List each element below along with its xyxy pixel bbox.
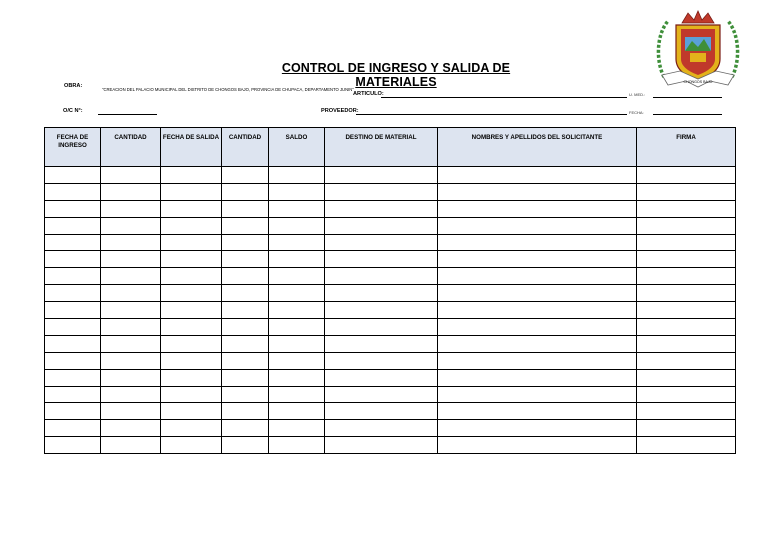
table-cell[interactable]	[269, 420, 325, 437]
table-cell[interactable]	[269, 251, 325, 268]
table-cell[interactable]	[222, 268, 269, 285]
table-cell[interactable]	[325, 335, 438, 352]
table-row	[45, 285, 736, 302]
coat-of-arms-icon	[654, 7, 742, 91]
table-cell[interactable]	[222, 352, 269, 369]
table-row	[45, 302, 736, 319]
table-cell[interactable]	[325, 285, 438, 302]
table-cell[interactable]	[637, 183, 736, 200]
page-title: CONTROL DE INGRESO Y SALIDA DE MATERIALES	[281, 61, 511, 89]
table-cell[interactable]	[222, 335, 269, 352]
table-cell[interactable]	[438, 352, 637, 369]
table-cell[interactable]	[637, 200, 736, 217]
table-cell[interactable]	[325, 386, 438, 403]
table-cell[interactable]	[45, 335, 101, 352]
table-cell[interactable]	[101, 437, 161, 454]
table-cell[interactable]	[222, 217, 269, 234]
obra-label: OBRA:	[64, 83, 83, 89]
table-cell[interactable]	[637, 352, 736, 369]
table-row	[45, 386, 736, 403]
table-cell[interactable]	[637, 369, 736, 386]
table-cell[interactable]	[269, 200, 325, 217]
table-cell[interactable]	[325, 420, 438, 437]
table-cell[interactable]	[222, 319, 269, 336]
table-cell[interactable]	[438, 183, 637, 200]
table-cell[interactable]	[45, 268, 101, 285]
materials-table	[44, 127, 736, 454]
table-cell[interactable]	[222, 167, 269, 184]
table-cell[interactable]	[161, 369, 222, 386]
column-header: CANTIDAD	[222, 128, 269, 167]
table-cell[interactable]	[45, 386, 101, 403]
table-cell[interactable]	[161, 167, 222, 184]
table-cell[interactable]	[161, 352, 222, 369]
table-row	[45, 369, 736, 386]
table-cell[interactable]	[269, 268, 325, 285]
table-cell[interactable]	[161, 335, 222, 352]
table-cell[interactable]	[101, 403, 161, 420]
table-cell[interactable]	[269, 386, 325, 403]
table-cell[interactable]	[222, 251, 269, 268]
table-cell[interactable]	[438, 302, 637, 319]
column-header: SALDO	[269, 128, 325, 167]
table-cell[interactable]	[325, 369, 438, 386]
table-cell[interactable]	[438, 403, 637, 420]
table-cell[interactable]	[637, 420, 736, 437]
table-cell[interactable]	[161, 420, 222, 437]
table-cell[interactable]	[438, 437, 637, 454]
table-cell[interactable]	[325, 437, 438, 454]
table-row	[45, 319, 736, 336]
table-row	[45, 352, 736, 369]
table-cell[interactable]	[269, 319, 325, 336]
table-cell[interactable]	[161, 437, 222, 454]
svg-text:CHONGOS BAJO: CHONGOS BAJO	[683, 80, 713, 84]
proveedor-label: PROVEEDOR:	[321, 108, 359, 114]
table-cell[interactable]	[269, 167, 325, 184]
table-cell[interactable]	[269, 285, 325, 302]
table-cell[interactable]	[101, 183, 161, 200]
table-cell[interactable]	[269, 437, 325, 454]
table-cell[interactable]	[45, 302, 101, 319]
table-cell[interactable]	[161, 403, 222, 420]
table-cell[interactable]	[269, 335, 325, 352]
table-cell[interactable]	[637, 217, 736, 234]
table-cell[interactable]	[222, 200, 269, 217]
table-cell[interactable]	[269, 217, 325, 234]
table-cell[interactable]	[161, 302, 222, 319]
table-cell[interactable]	[101, 167, 161, 184]
obra-value: "CREACION DEL PALACIO MUNICIPAL DEL DISTRITO DE CHONGOS BAJO, PROVINCIA DE CHUPACA, DEPARTAMENTO JUNIN"	[102, 87, 354, 92]
table-cell[interactable]	[45, 251, 101, 268]
column-header: FIRMA	[637, 128, 736, 167]
table-cell[interactable]	[222, 183, 269, 200]
table-cell[interactable]	[222, 437, 269, 454]
table-cell[interactable]	[45, 369, 101, 386]
table-row	[45, 234, 736, 251]
column-header: DESTINO DE MATERIAL	[325, 128, 438, 167]
table-cell[interactable]	[637, 437, 736, 454]
table-cell[interactable]	[325, 217, 438, 234]
table-cell[interactable]	[325, 352, 438, 369]
table-row	[45, 167, 736, 184]
table-cell[interactable]	[45, 420, 101, 437]
table-cell[interactable]	[45, 352, 101, 369]
table-cell[interactable]	[438, 369, 637, 386]
column-header: CANTIDAD	[101, 128, 161, 167]
table-cell[interactable]	[438, 285, 637, 302]
table-cell[interactable]	[325, 302, 438, 319]
table-cell[interactable]	[637, 319, 736, 336]
table-cell[interactable]	[325, 319, 438, 336]
fecha-line[interactable]	[653, 114, 722, 115]
table-row	[45, 183, 736, 200]
table-row	[45, 268, 736, 285]
table-cell[interactable]	[45, 285, 101, 302]
unidad-line[interactable]	[653, 97, 722, 98]
table-cell[interactable]	[637, 386, 736, 403]
table-cell[interactable]	[45, 403, 101, 420]
table-cell[interactable]	[101, 251, 161, 268]
table-row	[45, 251, 736, 268]
table-cell[interactable]	[161, 319, 222, 336]
table-cell[interactable]	[325, 200, 438, 217]
column-header: NOMBRES Y APELLIDOS DEL SOLICITANTE	[438, 128, 637, 167]
table-cell[interactable]	[161, 251, 222, 268]
table-cell[interactable]	[438, 234, 637, 251]
table-cell[interactable]	[101, 268, 161, 285]
table-cell[interactable]	[438, 319, 637, 336]
table-cell[interactable]	[637, 167, 736, 184]
table-cell[interactable]	[637, 285, 736, 302]
table-cell[interactable]	[101, 234, 161, 251]
table-row	[45, 217, 736, 234]
table-cell[interactable]	[637, 268, 736, 285]
table-cell[interactable]	[45, 200, 101, 217]
table-cell[interactable]	[269, 183, 325, 200]
table-cell[interactable]	[438, 335, 637, 352]
table-cell[interactable]	[438, 217, 637, 234]
table-cell[interactable]	[325, 183, 438, 200]
table-cell[interactable]	[325, 234, 438, 251]
oc-label: O/C N°:	[63, 108, 83, 114]
table-cell[interactable]	[438, 268, 637, 285]
fecha-label: FECHA:	[629, 110, 644, 115]
table-cell[interactable]	[222, 386, 269, 403]
table-cell[interactable]	[161, 234, 222, 251]
table-cell[interactable]	[101, 285, 161, 302]
unidad-label: U. MED.:	[629, 92, 646, 97]
table-cell[interactable]	[45, 437, 101, 454]
column-header: FECHA DE INGRESO	[45, 128, 101, 167]
table-cell[interactable]	[325, 167, 438, 184]
table-cell[interactable]	[101, 217, 161, 234]
table-cell[interactable]	[269, 352, 325, 369]
table-cell[interactable]	[222, 302, 269, 319]
table-cell[interactable]	[325, 268, 438, 285]
table-cell[interactable]	[101, 369, 161, 386]
table-row	[45, 403, 736, 420]
table-cell[interactable]	[438, 420, 637, 437]
table-row	[45, 420, 736, 437]
table-cell[interactable]	[161, 183, 222, 200]
table-row	[45, 200, 736, 217]
table-cell[interactable]	[45, 217, 101, 234]
table-cell[interactable]	[269, 369, 325, 386]
table-cell[interactable]	[161, 386, 222, 403]
oc-line[interactable]	[98, 114, 157, 115]
table-cell[interactable]	[101, 335, 161, 352]
table-cell[interactable]	[637, 251, 736, 268]
table-cell[interactable]	[101, 302, 161, 319]
articulo-line[interactable]	[381, 97, 627, 98]
table-cell[interactable]	[269, 234, 325, 251]
table-cell[interactable]	[101, 386, 161, 403]
table-cell[interactable]	[325, 403, 438, 420]
table-cell[interactable]	[101, 420, 161, 437]
table-cell[interactable]	[269, 302, 325, 319]
table-cell[interactable]	[637, 335, 736, 352]
articulo-label: ARTICULO:	[353, 91, 384, 97]
table-cell[interactable]	[101, 200, 161, 217]
table-row	[45, 437, 736, 454]
table-cell[interactable]	[438, 200, 637, 217]
table-cell[interactable]	[325, 251, 438, 268]
table-cell[interactable]	[438, 386, 637, 403]
table-cell[interactable]	[222, 420, 269, 437]
proveedor-line[interactable]	[356, 114, 627, 115]
table-cell[interactable]	[637, 403, 736, 420]
table-cell[interactable]	[222, 285, 269, 302]
table-cell[interactable]	[101, 319, 161, 336]
table-cell[interactable]	[438, 251, 637, 268]
table-cell[interactable]	[161, 200, 222, 217]
table-cell[interactable]	[438, 167, 637, 184]
table-cell[interactable]	[101, 352, 161, 369]
table-header-row	[45, 128, 736, 167]
table-cell[interactable]	[637, 234, 736, 251]
table-cell[interactable]	[161, 217, 222, 234]
table-cell[interactable]	[45, 183, 101, 200]
table-cell[interactable]	[45, 167, 101, 184]
table-cell[interactable]	[222, 234, 269, 251]
table-cell[interactable]	[269, 403, 325, 420]
table-cell[interactable]	[161, 268, 222, 285]
table-cell[interactable]	[45, 319, 101, 336]
table-cell[interactable]	[161, 285, 222, 302]
table-cell[interactable]	[222, 369, 269, 386]
table-cell[interactable]	[45, 234, 101, 251]
table-cell[interactable]	[637, 302, 736, 319]
column-header: FECHA DE SALIDA	[161, 128, 222, 167]
table-body	[45, 167, 736, 454]
table-row	[45, 335, 736, 352]
table-cell[interactable]	[222, 403, 269, 420]
